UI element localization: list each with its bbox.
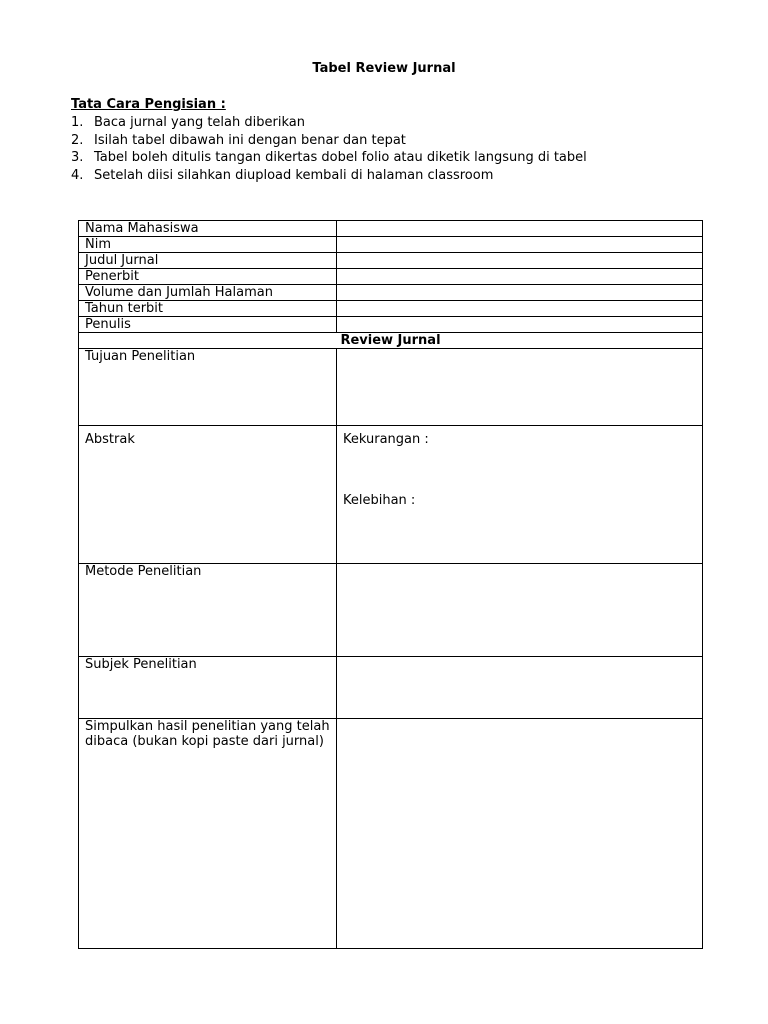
table-row-tujuan [79, 349, 703, 426]
list-item-number: 4. [71, 167, 84, 183]
table-label-cell: Penulis [79, 317, 337, 333]
kekurangan-label: Kekurangan : [343, 432, 429, 447]
table-input-cell[interactable] [337, 237, 703, 253]
table-label-cell: Subjek Penelitian [79, 657, 337, 719]
table-section-header-row [79, 333, 703, 349]
table-label-cell: Tahun terbit [79, 301, 337, 317]
table-row-subjek [79, 657, 703, 719]
table-input-cell[interactable] [337, 657, 703, 719]
table-input-cell[interactable] [337, 301, 703, 317]
instructions-heading: Tata Cara Pengisian : [71, 97, 226, 112]
table-row-tahun-terbit [79, 301, 703, 317]
table-row-penerbit [79, 269, 703, 285]
list-item-text: Setelah diisi silahkan diupload kembali di halaman classroom [94, 167, 494, 183]
list-item-text: Tabel boleh ditulis tangan dikertas dobel folio atau diketik langsung di tabel [94, 150, 587, 166]
table-label-cell: Penerbit [79, 269, 337, 285]
table-input-cell[interactable] [337, 349, 703, 426]
table-input-cell[interactable] [337, 317, 703, 333]
table-input-cell[interactable] [337, 253, 703, 269]
table-label-cell: Nim [79, 237, 337, 253]
table-input-cell[interactable] [337, 564, 703, 657]
table-row-judul-jurnal [79, 253, 703, 269]
table-input-cell[interactable] [337, 269, 703, 285]
table-label-cell: Tujuan Penelitian [79, 349, 337, 426]
table-input-cell[interactable] [337, 221, 703, 237]
table-row-metode [79, 564, 703, 657]
table-label-cell: Judul Jurnal [79, 253, 337, 269]
table-row-nim [79, 237, 703, 253]
kelebihan-label: Kelebihan : [343, 493, 416, 508]
table-label-cell: Volume dan Jumlah Halaman [79, 285, 337, 301]
list-item [71, 132, 587, 150]
table-row-volume [79, 285, 703, 301]
table-row-nama-mahasiswa [79, 221, 703, 237]
section-header: Review Jurnal [79, 333, 703, 349]
page-title: Tabel Review Jurnal [312, 61, 456, 76]
list-item-number: 1. [71, 115, 84, 130]
review-table [78, 220, 703, 949]
table-input-cell[interactable] [337, 719, 703, 949]
table-row-abstrak [79, 426, 703, 564]
table-label-cell: Metode Penelitian [79, 564, 337, 657]
table-row-simpulkan [79, 719, 703, 949]
table-input-cell[interactable] [337, 426, 703, 564]
list-item [71, 149, 587, 167]
list-item [71, 114, 587, 132]
list-item-text: Baca jurnal yang telah diberikan [94, 115, 305, 130]
table-label-cell: Abstrak [79, 426, 337, 564]
table-row-penulis [79, 317, 703, 333]
list-item [71, 167, 587, 185]
table-input-cell[interactable] [337, 285, 703, 301]
instructions-list [71, 114, 587, 184]
table-label-cell: Nama Mahasiswa [79, 221, 337, 237]
list-item-text: Isilah tabel dibawah ini dengan benar dan tepat [94, 132, 406, 148]
table-label-cell: Simpulkan hasil penelitian yang telah dibaca (bukan kopi paste dari jurnal) [79, 719, 337, 949]
list-item-number: 2. [71, 132, 84, 148]
list-item-number: 3. [71, 150, 84, 166]
